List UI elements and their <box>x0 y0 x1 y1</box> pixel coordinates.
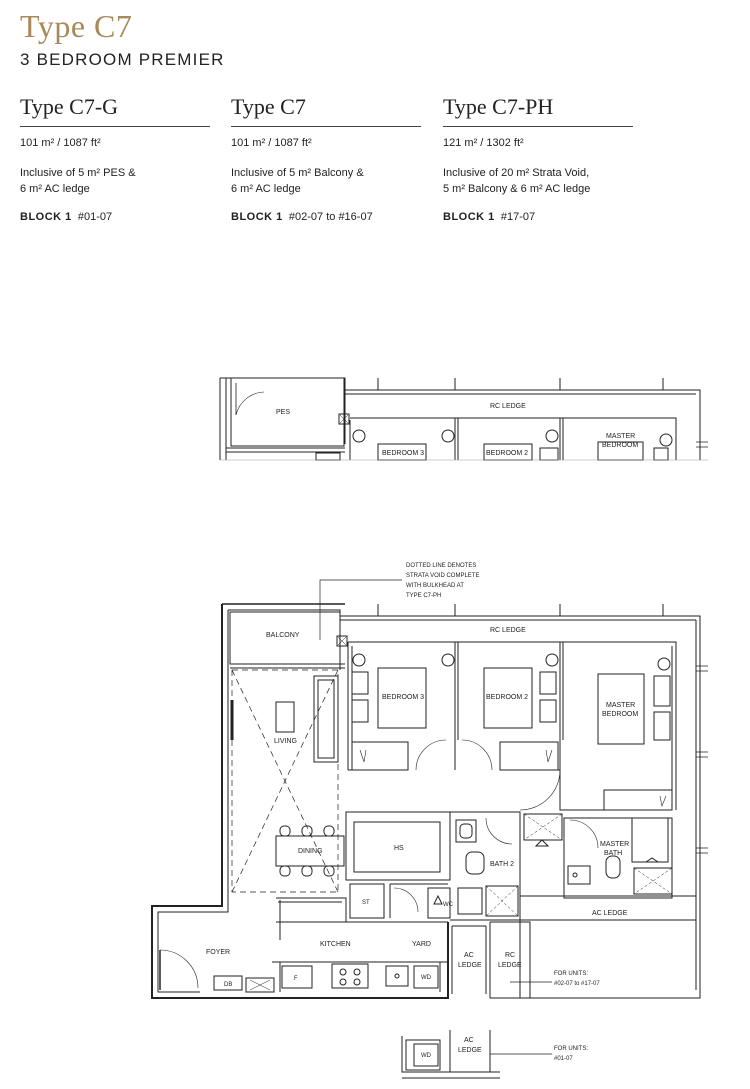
bedroom2-label: BEDROOM 2 <box>486 694 529 701</box>
wd-label: WD <box>421 1053 431 1059</box>
units-note-line-2: #02-07 to #17-07 <box>554 981 600 987</box>
variant-inclusive: Inclusive of 20 m² Strata Void, 5 m² Balcony & 6 m² AC ledge <box>443 167 591 195</box>
strata-note-line-4: TYPE C7-PH <box>406 593 442 599</box>
strata-note-line-3: WITH BULKHEAD AT <box>406 583 464 589</box>
rc-ledge-label: RC LEDGE <box>490 627 526 634</box>
foyer-label: FOYER <box>206 949 231 956</box>
dining-label: DINING <box>298 848 323 855</box>
master-bedroom-label: MASTER <box>606 433 636 440</box>
variant-inclusive: Inclusive of 5 m² Balcony & 6 m² AC ledge <box>231 167 364 195</box>
variant-area: 101 m² / 1087 ft² <box>20 137 101 149</box>
block-units: #02-07 to #16-07 <box>288 211 373 223</box>
block-label: BLOCK 1 <box>231 211 283 223</box>
ac-ledge-label: AC <box>464 1037 474 1044</box>
type-title: Type C7 <box>20 8 133 44</box>
plan-main <box>152 580 708 998</box>
variant-area: 121 m² / 1302 ft² <box>443 137 524 149</box>
plan-top-labels <box>276 403 638 457</box>
master-bedroom-label-2: BEDROOM <box>602 442 639 449</box>
rc-ledge-small-label-2: LEDGE <box>498 962 522 969</box>
bath2-label: BATH 2 <box>490 861 514 868</box>
variant-name: Type C7 <box>231 94 421 127</box>
rc-ledge-label: RC LEDGE <box>490 403 526 410</box>
units-note-line-1: FOR UNITS: <box>554 971 588 977</box>
master-bedroom-label-2: BEDROOM <box>602 711 639 718</box>
master-bath-label-2: BATH <box>604 850 623 857</box>
plan-bottom-labels <box>421 1037 588 1062</box>
block-units: #01-07 <box>77 211 113 223</box>
hs-label: HS <box>394 845 404 852</box>
wc-label: WC <box>443 902 453 908</box>
units-note-line-2: #01-07 <box>554 1056 573 1062</box>
fridge-label: F <box>294 976 298 982</box>
strata-note-line-1: DOTTED LINE DENOTES <box>406 563 477 569</box>
variant-name: Type C7-G <box>20 94 210 127</box>
ac-ledge-label-2: LEDGE <box>458 962 482 969</box>
unit-subtitle: 3 BEDROOM PREMIER <box>20 50 225 69</box>
block-label: BLOCK 1 <box>443 211 495 223</box>
bedroom3-label: BEDROOM 3 <box>382 694 425 701</box>
rc-ledge-small-label: RC <box>505 952 516 959</box>
variant-inclusive: Inclusive of 5 m² PES & 6 m² AC ledge <box>20 167 136 195</box>
bedroom3-label: BEDROOM 3 <box>382 450 425 457</box>
balcony-label: BALCONY <box>266 632 300 639</box>
pes-label: PES <box>276 409 291 416</box>
variant-area: 101 m² / 1087 ft² <box>231 137 312 149</box>
ac-ledge-label: AC <box>464 952 474 959</box>
master-bedroom-label: MASTER <box>606 702 636 709</box>
block-units: #17-07 <box>500 211 536 223</box>
living-label: LIVING <box>274 738 297 745</box>
ac-ledge-right-label: AC LEDGE <box>592 910 628 917</box>
db-label: DB <box>224 982 233 988</box>
yard-label: YARD <box>412 941 431 948</box>
strata-note-line-2: STRATA VOID COMPLETE <box>406 573 480 579</box>
block-label: BLOCK 1 <box>20 211 72 223</box>
kitchen-label: KITCHEN <box>320 941 351 948</box>
units-note-line-1: FOR UNITS: <box>554 1046 588 1052</box>
wd-label: WD <box>421 975 431 981</box>
bedroom2-label: BEDROOM 2 <box>486 450 529 457</box>
plan-main-labels <box>206 563 638 988</box>
variant-name: Type C7-PH <box>443 94 633 127</box>
ac-ledge-label-2: LEDGE <box>458 1047 482 1054</box>
master-bath-label: MASTER <box>600 841 630 848</box>
st-label: ST <box>362 900 370 906</box>
